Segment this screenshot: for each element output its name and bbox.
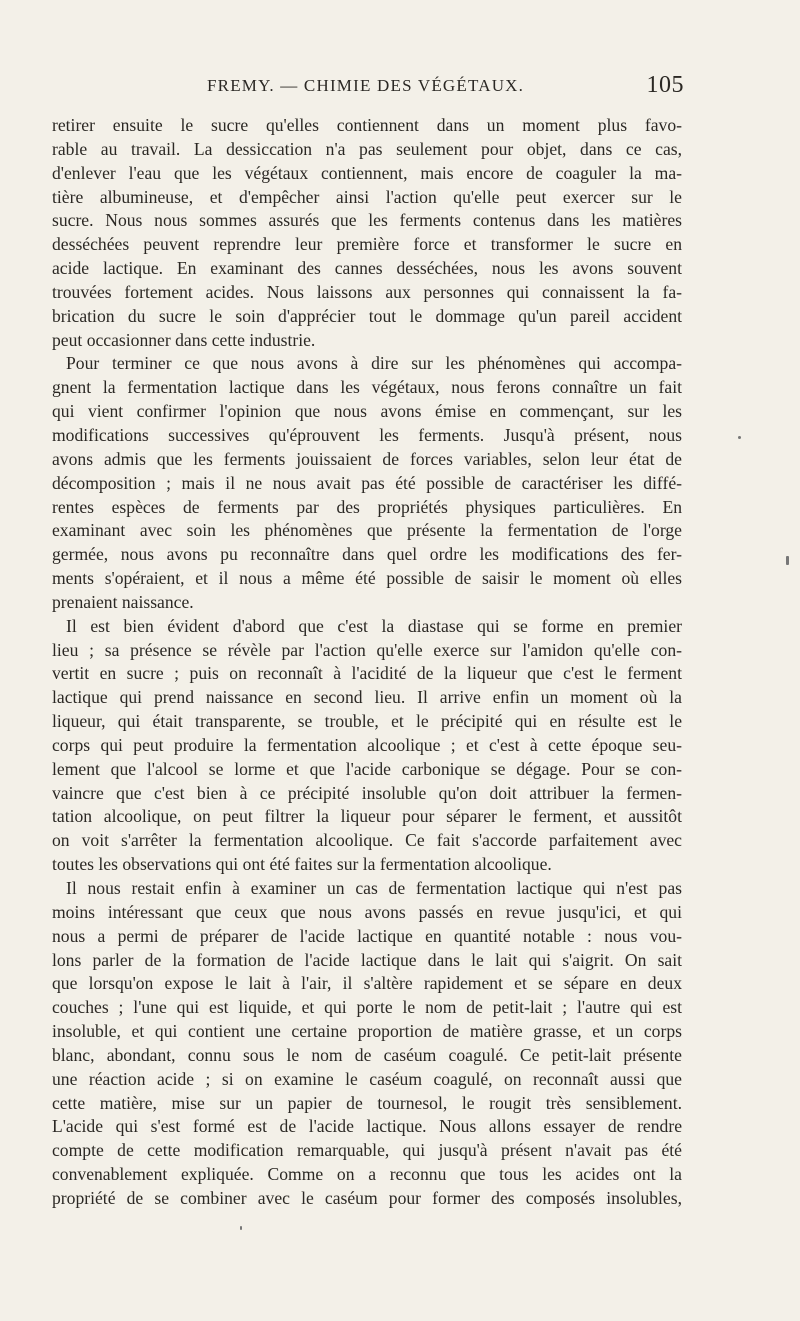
text-line: prenaient naissance.: [52, 591, 194, 612]
margin-speck: [786, 556, 789, 565]
margin-speck: [240, 1226, 242, 1230]
text-line: vertit en sucre ; puis on reconnaît à l'acidité de la liqueur que c'est le ferment: [52, 663, 682, 684]
text-line: ments s'opéraient, et il nous a même été possible de saisir le moment où elles: [52, 568, 682, 589]
text-line: compte de cette modification remarquable, qui jusqu'à présent n'avait pas été: [52, 1140, 682, 1161]
text-line: desséchées peuvent reprendre leur première force et transformer le sucre en: [52, 234, 682, 255]
text-line: tation alcoolique, on peut filtrer la liqueur pour séparer le ferment, et aussitôt: [52, 806, 682, 827]
text-line: lieu ; sa présence se révèle par l'action qu'elle exerce sur l'amidon qu'elle con-: [52, 639, 682, 660]
text-line: lactique qui prend naissance en second lieu. Il arrive enfin un moment où la: [52, 687, 682, 708]
text-line: nous a permi de préparer de l'acide lactique en quantité notable : nous vou-: [52, 925, 682, 946]
text-line: avons admis que les ferments jouissaient de forces variables, selon leur état de: [52, 448, 682, 469]
text-line: blanc, abondant, connu sous le nom de caséum coagulé. Ce petit-lait présente: [52, 1044, 682, 1065]
text-line: que lorsqu'on expose le lait à l'air, il s'altère rapidement et se sépare en deux: [52, 973, 682, 994]
text-line: gnent la fermentation lactique dans les végétaux, nous ferons connaître un fait: [52, 377, 682, 398]
text-line: sucre. Nous nous sommes assurés que les ferments contenus dans les matières: [52, 210, 682, 231]
text-line: acide lactique. En examinant des cannes desséchées, nous les avons souvent: [52, 258, 682, 279]
text-line: convenablement expliquée. Comme on a reconnu que tous les acides ont la: [52, 1164, 682, 1185]
text-line: examinant avec soin les phénomènes que présente la fermentation de l'orge: [52, 520, 682, 541]
text-line: tière albumineuse, et d'empêcher ainsi l'action qu'elle peut exercer sur le: [52, 186, 682, 207]
page-number: 105: [646, 72, 684, 98]
text-line: lement que l'alcool se lorme et que l'acide carbonique se dégage. Pour se con-: [52, 758, 682, 779]
text-line: qui vient confirmer l'opinion que nous avons émise en commençant, sur les: [52, 401, 682, 422]
text-line: peut occasionner dans cette industrie.: [52, 329, 316, 350]
text-line: d'enlever l'eau que les végétaux contiennent, mais encore de coaguler la ma-: [52, 162, 682, 183]
text-line: rentes espèces de ferments par des propriétés physiques particulières. En: [52, 496, 682, 517]
running-title: FREMY. — CHIMIE DES VÉGÉTAUX.: [207, 76, 525, 95]
paragraph-start-line: Il nous restait enfin à examiner un cas de fermentation lactique qui n'est pas: [66, 878, 682, 898]
text-line: on voit s'arrêter la fermentation alcoolique. Ce fait s'accorde parfaitement avec: [52, 830, 682, 851]
text-line: lons parler de la formation de l'acide lactique dans le lait qui s'aigrit. On sait: [52, 949, 682, 970]
margin-speck: [738, 436, 741, 439]
text-line: modifications successives qu'éprouvent les ferments. Jusqu'à présent, nous: [52, 424, 682, 445]
text-line: L'acide qui s'est formé est de l'acide lactique. Nous allons essayer de rendre: [52, 1116, 682, 1137]
text-line: une réaction acide ; si on examine le caséum coagulé, on reconnaît aussi que: [52, 1068, 682, 1089]
running-head: [52, 74, 684, 104]
paragraph-start-line: Pour terminer ce que nous avons à dire sur les phénomènes qui accompa-: [66, 353, 682, 374]
text-line: trouvées fortement acides. Nous laissons aux personnes qui connaissent la fa-: [52, 281, 682, 302]
text-line: brication du sucre le soin d'apprécier tout le dommage qu'un pareil accident: [52, 305, 682, 326]
text-line: retirer ensuite le sucre qu'elles contiennent dans un moment plus favo-: [52, 115, 682, 135]
text-line: vaincre que c'est bien à ce précipité insoluble qu'on doit attribuer la fermen-: [52, 782, 682, 803]
text-line: décomposition ; mais il ne nous avait pas été possible de caractériser les diffé-: [52, 472, 682, 493]
text-line: propriété de se combiner avec le caséum pour former des composés insolubles,: [52, 1187, 682, 1208]
paragraph-start-line: Il est bien évident d'abord que c'est la diastase qui se forme en premier: [66, 615, 682, 636]
text-line: couches ; l'une qui est liquide, et qui porte le nom de petit-lait ; l'autre qui est: [52, 997, 682, 1018]
text-line: insoluble, et qui contient une certaine proportion de matière grasse, et un corps: [52, 1021, 682, 1042]
text-line: cette matière, mise sur un papier de tournesol, le rougit très sensiblement.: [52, 1092, 682, 1113]
text-line: liqueur, qui était transparente, se trouble, et le précipité qui en résulte est le: [52, 711, 682, 732]
body-text: [52, 114, 682, 1211]
text-line: germée, nous avons pu reconnaître dans quel ordre les modifications des fer-: [52, 544, 682, 565]
text-line: moins intéressant que ceux que nous avons passés en revue jusqu'ici, et qui: [52, 901, 682, 922]
text-line: corps qui peut produire la fermentation alcoolique ; et c'est à cette époque seu-: [52, 734, 682, 755]
text-line: rable au travail. La dessiccation n'a pas seulement pour objet, dans ce cas,: [52, 138, 682, 159]
text-line: toutes les observations qui ont été faites sur la fermentation alcoolique.: [52, 854, 552, 875]
